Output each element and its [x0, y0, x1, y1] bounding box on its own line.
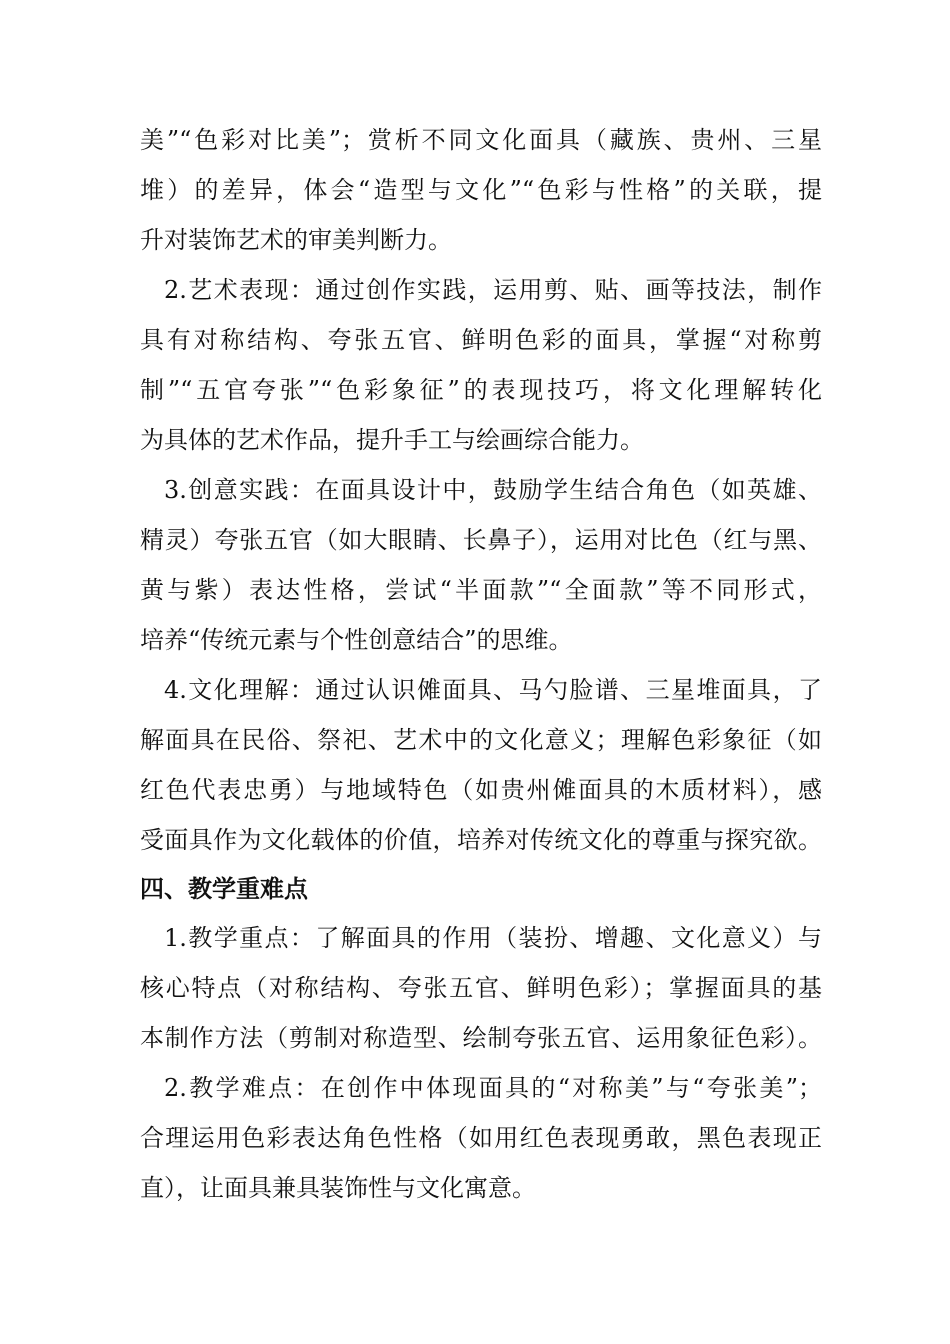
section-heading: 四、教学重难点	[140, 875, 308, 903]
paragraph-teaching-focus	[140, 913, 822, 1063]
paragraph-cultural-understanding	[140, 665, 822, 865]
text-line: 2.艺术表现：通过创作实践，运用剪、贴、画等技法，制作	[164, 276, 822, 304]
text-line: 受面具作为文化载体的价值，培养对传统文化的尊重与探究欲。	[140, 826, 822, 854]
text-line: 具有对称结构、夸张五官、鲜明色彩的面具，掌握“对称剪	[140, 326, 822, 354]
paragraph-artistic-expression	[140, 265, 822, 465]
text-line: 为具体的艺术作品，提升手工与绘画综合能力。	[140, 426, 644, 454]
text-line: 精灵）夸张五官（如大眼睛、长鼻子），运用对比色（红与黑、	[140, 526, 822, 554]
text-line: 核心特点（对称结构、夸张五官、鲜明色彩）；掌握面具的基	[140, 974, 822, 1002]
text-line: 升对装饰艺术的审美判断力。	[140, 226, 452, 254]
document-page	[140, 115, 822, 1213]
text-line: 合理运用色彩表达角色性格（如用红色表现勇敢，黑色表现正	[140, 1124, 822, 1152]
text-line: 3.创意实践：在面具设计中，鼓励学生结合角色（如英雄、	[164, 476, 822, 504]
text-line: 2.教学难点：在创作中体现面具的“对称美”与“夸张美”；	[164, 1074, 822, 1102]
text-line: 美”“色彩对比美”；赏析不同文化面具（藏族、贵州、三星	[140, 126, 822, 154]
text-line: 解面具在民俗、祭祀、艺术中的文化意义；理解色彩象征（如	[140, 726, 822, 754]
text-line: 黄与紫）表达性格，尝试“半面款”“全面款”等不同形式，	[140, 576, 822, 604]
text-line: 1.教学重点：了解面具的作用（装扮、增趣、文化意义）与	[164, 924, 822, 952]
paragraph-teaching-difficulty	[140, 1063, 822, 1213]
text-line: 4.文化理解：通过认识傩面具、马勺脸谱、三星堆面具，了	[164, 676, 822, 704]
text-line: 本制作方法（剪制对称造型、绘制夸张五官、运用象征色彩）。	[140, 1024, 822, 1052]
text-line: 制”“五官夸张”“色彩象征”的表现技巧，将文化理解转化	[140, 376, 822, 404]
text-line: 直），让面具兼具装饰性与文化寓意。	[140, 1174, 536, 1202]
paragraph-aesthetic-perception	[140, 115, 822, 265]
paragraph-creative-practice	[140, 465, 822, 665]
text-line: 堆）的差异，体会“造型与文化”“色彩与性格”的关联，提	[140, 176, 822, 204]
text-line: 红色代表忠勇）与地域特色（如贵州傩面具的木质材料），感	[140, 776, 822, 804]
text-line: 培养“传统元素与个性创意结合”的思维。	[140, 626, 573, 654]
